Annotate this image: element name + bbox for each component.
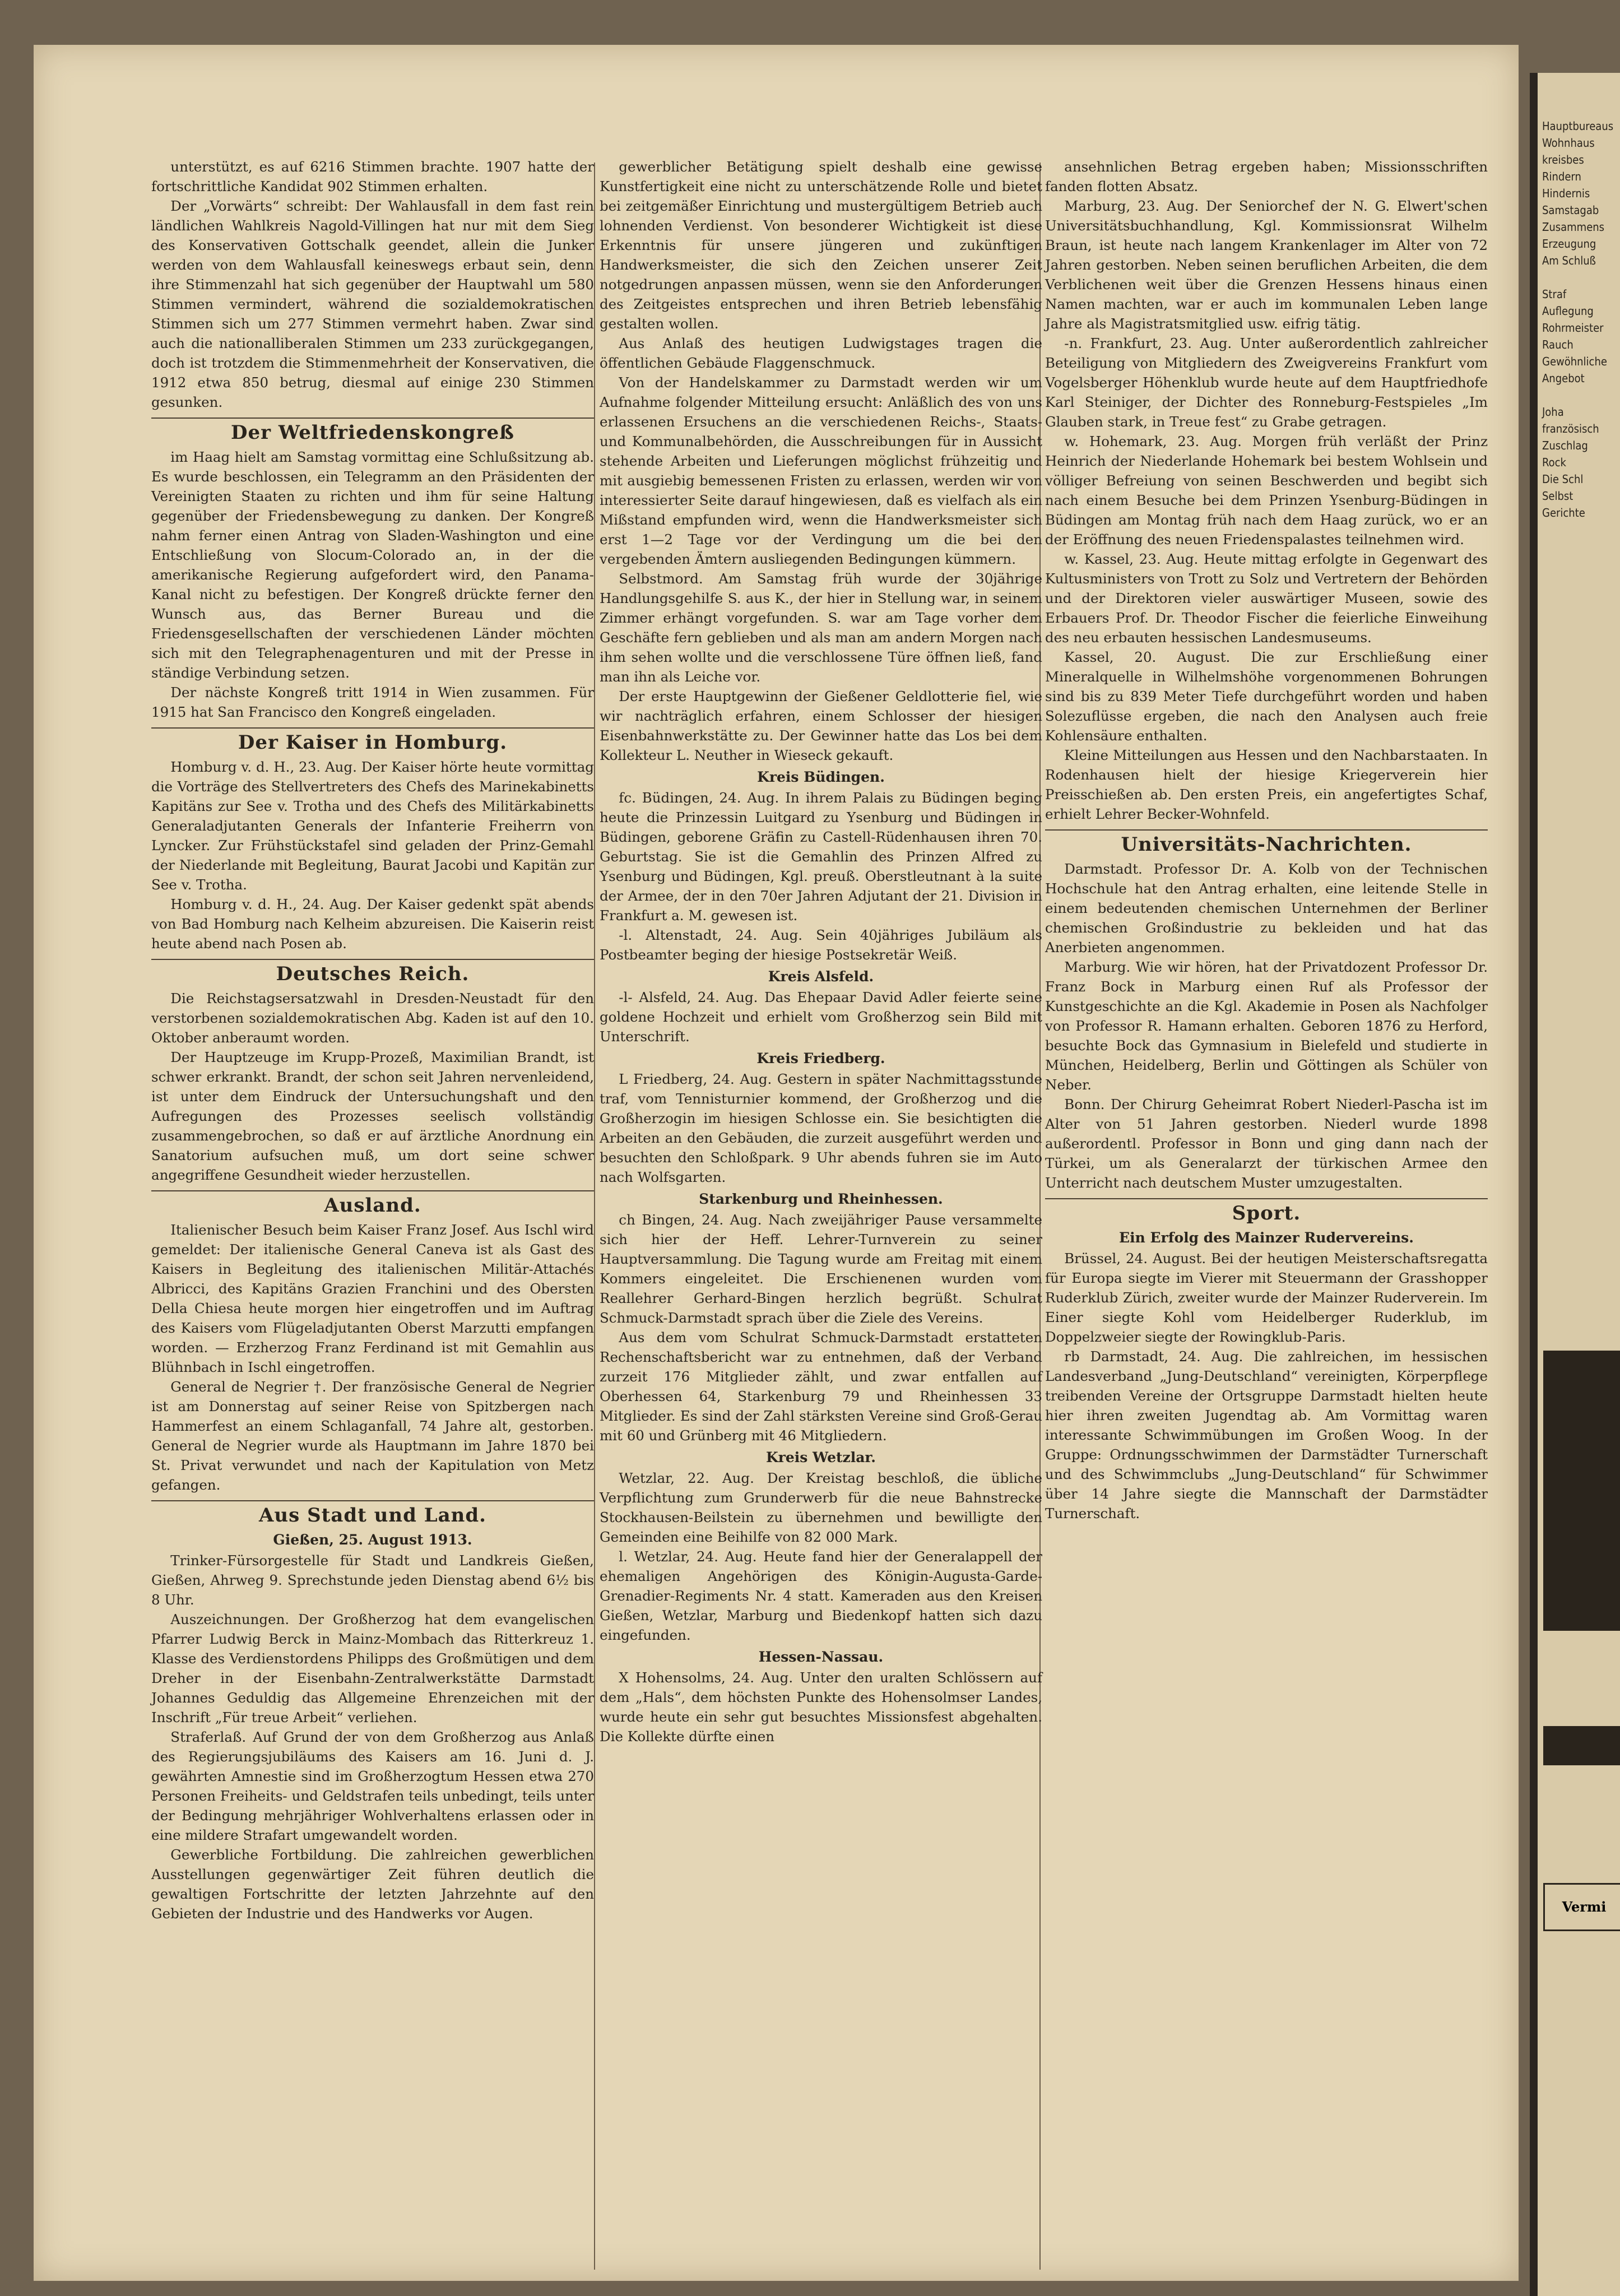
paragraph: fc. Büdingen, 24. Aug. In ihrem Palais zu Büdingen beging heute die Prinzessin Luitgard zu Ysenburg und Büdingen in Büdingen, geborene Gräfin zu Castell-Rüdenhausen ihren 70. Geburtstag. Sie ist die Gemahlin des Prinzen Alfred zu Ysenburg und Büdingen, Kgl. preuß. Oberstleutnant à la suite der Armee, der in den 70er Jahren Adjutant der 21. Division in Frankfurt a. M. gewesen ist. bbox=[600, 790, 1042, 924]
paragraph: Der „Vorwärts“ schreibt: Der Wahlausfall in dem fast rein ländlichen Wahlkreis Nagold-Villingen hat nur mit dem Sieg des Konservativen Gottschalk geendet, allein die Junker werden von dem Wahlausfall keineswegs erbaut sein, denn ihre Stimmenzahl hat sich gegenüber der Hauptwahl um 580 Stimmen vermindert, während die sozialdemokratischen Stimmen sich um 277 Stimmen vermehrt haben. Zwar sind auch die nationalliberalen Stimmen um 233 zurückgegangen, doch ist trotzdem die Stimmenmehrheit der Konservativen, die 1912 etwa 850 betrug, diesmal auf einige 230 Stimmen gesunken. bbox=[151, 198, 594, 410]
paragraph: Marburg. Wie wir hören, hat der Privatdozent Professor Dr. Franz Bock in Marburg einen Ruf als Professor der Kunstgeschichte an die Kgl. Akademie in Posen als Nachfolger von Professor R. Hamann erhalten. Geboren 1876 zu Herford, besuchte Bock das Gymnasium in Bielefeld und studierte in München, Heidelberg, Berlin und Göttingen als Schüler von Neber. bbox=[1045, 959, 1488, 1093]
paragraph: Auszeichnungen. Der Großherzog hat dem evangelischen Pfarrer Ludwig Berck in Mainz-Mombach das Ritterkreuz 1. Klasse des Verdienstordens Philipps des Großmütigen und dem Dreher in der Eisenbahn-Zentralwerkstätte Darmstadt Johannes Geduldig das Allgemeine Ehrenzeichen mit der Inschrift „Für treue Arbeit“ verliehen. bbox=[151, 1611, 594, 1726]
paragraph: w. Hohemark, 23. Aug. Morgen früh verläßt der Prinz Heinrich der Niederlande Hohemark bei bestem Wohlsein und völliger Befreiung von seinen Beschwerden und begibt sich nach einem Besuche bei dem Prinzen Ysenburg-Büdingen in Büdingen am Montag früh nach dem Haag zurück, wo er an der Eröffnung des neuen Friedenspalastes teilnehmen wird. bbox=[1045, 433, 1488, 548]
edge-line: Am Schluß bbox=[1542, 254, 1596, 267]
edge-line: Erzeugung bbox=[1542, 237, 1596, 251]
paragraph: X Hohensolms, 24. Aug. Unter den uralten Schlössern auf dem „Hals“, dem höchsten Punkte des Hohensolmser Landes, wurde heute ein sehr gut besuchtes Missionsfest abgehalten. Die Kollekte dürfte einen bbox=[600, 1669, 1042, 1745]
edge-line: Samstagab bbox=[1542, 203, 1599, 217]
edge-line: Rindern bbox=[1542, 170, 1581, 183]
edge-line: Joha bbox=[1542, 405, 1564, 419]
heading-ausland: Ausland. bbox=[151, 1190, 594, 1216]
paragraph: Italienischer Besuch beim Kaiser Franz Josef. Aus Ischl wird gemeldet: Der italienische General Caneva ist als Gast des Kaisers in Begleitung des italienischen Militär-Attachés Albricci, des Kapitäns Grazien Franchini und des Obersten Della Chiesa heute morgen hier eingetroffen und im Auftrag des Kaisers vom Flügeladjutanten Oberst Marzutti empfangen worden. — Erzherzog Franz Ferdinand ist mit Gemahlin aus Blühnbach in Ischl eingetroffen. bbox=[151, 1222, 594, 1375]
paragraph: Marburg, 23. Aug. Der Seniorchef der N. G. Elwert'schen Universitätsbuchhandlung, Kgl. Kommissionsrat Wilhelm Braun, ist heute nach langem Krankenlager im Alter von 72 Jahren gestorben. Neben seinen beruflichen Arbeiten, die dem Verblichenen weit über die Grenzen Hessens hinaus einen Namen machten, war er auch im kommunalen Leben lange Jahre als Magistratsmitglied usw. eifrig tätig. bbox=[1045, 198, 1488, 332]
heading-kreis-buedingen: Kreis Büdingen. bbox=[757, 769, 885, 785]
edge-text bbox=[1538, 73, 1620, 521]
heading-stadt-und-land: Aus Stadt und Land. bbox=[151, 1500, 594, 1525]
paragraph: Trinker-Fürsorgestelle für Stadt und Landkreis Gießen, Gießen, Ahrweg 9. Sprechstunde jeden Dienstag abend 6½ bis 8 Uhr. bbox=[151, 1552, 594, 1608]
paragraph: Kassel, 20. August. Die zur Erschließung einer Mineralquelle in Wilhelmshöhe vorgenommenen Bohrungen sind bis zu 839 Meter Tiefe durchgeführt worden und haben Solezuflüsse ergeben, die nach den Analysen auch freie Kohlensäure enthalten. bbox=[1045, 649, 1488, 744]
edge-line: Gerichte bbox=[1542, 506, 1585, 520]
column-rule bbox=[594, 163, 595, 2270]
paragraph: ansehnlichen Betrag ergeben haben; Missionsschriften fanden flotten Absatz. bbox=[1045, 159, 1488, 194]
edge-line: Rauch bbox=[1542, 338, 1573, 351]
heading-kreis-alsfeld: Kreis Alsfeld. bbox=[768, 968, 874, 985]
paragraph: Homburg v. d. H., 23. Aug. Der Kaiser hörte heute vormittag die Vorträge des Stellvertreters des Chefs des Marinekabinetts Kapitäns zur See v. Trotha und des Chefs des Militärkabinetts Generaladjutanten Generals der Infanterie Freiherrn von Lyncker. Zur Frühstückstafel sind geladen der Prinz-Gemahl der Niederlande mit Begleitung, Baurat Jacobi und Kapitän zur See v. Trotha. bbox=[151, 759, 594, 893]
edge-line: französisch bbox=[1542, 422, 1599, 435]
paragraph: w. Kassel, 23. Aug. Heute mittag erfolgte in Gegenwart des Kultusministers von Trott zu Solz und Vertretern der Behörden und der Direktoren vieler auswärtiger Museen, sowie des Erbauers Prof. Dr. Theodor Fischer die feierliche Einweihung des neu erbauten hessischen Landesmuseums. bbox=[1045, 551, 1488, 646]
ad-box: Vermi bbox=[1543, 1883, 1620, 1931]
paragraph: Von der Handelskammer zu Darmstadt werden wir um Aufnahme folgender Mitteilung ersucht: Anläßlich des von uns erlassenen Ersuchens an die verschiedenen Reichs-, Staats- und Kommunalbehörden, die Ausschreibungen für in Aussicht stehende Arbeiten und Lieferungen möglichst frühzeitig und mit ausgiebig bemessenen Fristen zu erlassen, werden wir von interessierter Seite darauf hingewiesen, daß es vielfach als ein Mißstand empfunden wird, wenn die Handwerksmeister sich erst 1—2 Tage vor der Verdingung um die bei den vergebenden Ämtern ausliegenden Bedingungen kümmern. bbox=[600, 374, 1042, 567]
dateline: Gießen, 25. August 1913. bbox=[273, 1532, 472, 1548]
paragraph: ch Bingen, 24. Aug. Nach zweijähriger Pause versammelte sich hier der Heff. Lehrer-Turnverein zu seiner Hauptversammlung. Die Tagung wurde am Freitag mit einem Kommers eingeleitet. Die Erschienenen wurden vom Reallehrer Gerhard-Bingen herzlich begrüßt. Schulrat Schmuck-Darmstadt sprach über die Ziele des Vereins. bbox=[600, 1212, 1042, 1326]
heading-hessen-nassau: Hessen-Nassau. bbox=[758, 1649, 884, 1665]
paragraph: -l. Altenstadt, 24. Aug. Sein 40jähriges Jubiläum als Postbeamter beging der hiesige Postsekretär Weiß. bbox=[600, 927, 1042, 963]
heading-sport: Sport. bbox=[1045, 1198, 1488, 1223]
paragraph: General de Negrier †. Der französische General de Negrier ist am Donnerstag auf seiner Reise von Spitzbergen nach Hammerfest an einem Schlaganfall, 74 Jahre alt, gestorben. General de Negrier wurde als Hauptmann im Jahre 1870 bei St. Privat verwundet und nach der Kapitulation von Metz gefangen. bbox=[151, 1379, 594, 1493]
paragraph: Aus Anlaß des heutigen Ludwigstages tragen die öffentlichen Gebäude Flaggenschmuck. bbox=[600, 335, 1042, 371]
paragraph: unterstützt, es auf 6216 Stimmen brachte. 1907 hatte der fortschrittliche Kandidat 902 Stimmen erhalten. bbox=[151, 159, 594, 194]
paragraph: Wetzlar, 22. Aug. Der Kreistag beschloß, die übliche Verpflichtung zum Grunderwerb für die neue Bahnstrecke Stockhausen-Beilstein zu übernehmen und bewilligte den Gemeinden eine Beihilfe von 82 000 Mark. bbox=[600, 1470, 1042, 1545]
edge-line: Rohrmeister bbox=[1542, 321, 1604, 335]
edge-line: Gewöhnliche bbox=[1542, 355, 1607, 368]
edge-line: Zusammens bbox=[1542, 220, 1605, 234]
newspaper-page bbox=[34, 45, 1519, 2281]
edge-line: Selbst bbox=[1542, 489, 1573, 503]
paragraph: l. Wetzlar, 24. Aug. Heute fand hier der Generalappell der ehemaligen Angehörigen des Königin-Augusta-Garde-Grenadier-Regiments Nr. 4 statt. Kameraden aus den Kreisen Gießen, Wetzlar, Marburg und Biedenkopf hatten sich dazu eingefunden. bbox=[600, 1548, 1042, 1643]
edge-line: Straf bbox=[1542, 287, 1567, 301]
paragraph: Der Hauptzeuge im Krupp-Prozeß, Maximilian Brandt, ist schwer erkrankt. Brandt, der schon seit Jahren nervenleidend, ist unter dem Eindruck der Untersuchungshaft und den Aufregungen des Prozesses seelisch vollständig zusammengebrochen, so daß er auf ärztliche Anordnung ein Sanatorium aufsuchen muß, um dort seine schwer angegriffene Gesundheit wieder herzustellen. bbox=[151, 1049, 594, 1183]
edge-line: Hindernis bbox=[1542, 187, 1590, 200]
edge-line: Wohnhaus bbox=[1542, 136, 1595, 150]
column-1 bbox=[151, 157, 594, 1923]
paragraph: Straferlaß. Auf Grund der von dem Großherzog aus Anlaß des Regierungsjubiläums des Kaisers am 16. Juni d. J. gewährten Amnestie sind im Großherzogtum Hessen etwa 270 Personen Freiheits- und Geldstrafen teils unbedingt, teils unter der Bedingung mehrjähriger Wohlverhaltens erlassen oder in eine mildere Strafart umgewandelt worden. bbox=[151, 1729, 594, 1843]
paragraph: gewerblicher Betätigung spielt deshalb eine gewisse Kunstfertigkeit eine nicht zu unterschätzende Rolle und bietet bei zeitgemäßer Einrichtung und mustergültigem Betrieb auch lohnenden Verdienst. Von besonderer Wichtigkeit ist diese Erkenntnis für unsere jüngeren und zukünftigen Handwerksmeister, die sich den Zeichen unserer Zeit notgedrungen anpassen müssen, wenn sie den Anforderungen des Zeitgeistes entsprechen und ihren Betrieb lebensfähig gestalten wollen. bbox=[600, 159, 1042, 332]
heading-deutsches-reich: Deutsches Reich. bbox=[151, 959, 594, 984]
ad-black-bar bbox=[1543, 1726, 1620, 1765]
paragraph: L Friedberg, 24. Aug. Gestern in später Nachmittagsstunde traf, vom Tennisturnier kommend, der Großherzog und die Großherzogin im hiesigen Schlosse ein. Sie besichtigten die Arbeiten an den Gebäuden, die zurzeit ausgeführt werden und besuchten den Schloßpark. 9 Uhr abends fuhren sie im Auto nach Wolfsgarten. bbox=[600, 1071, 1042, 1185]
paragraph: Aus dem vom Schulrat Schmuck-Darmstadt erstatteten Rechenschaftsbericht war zu entnehmen, daß der Verband zurzeit 176 Mitglieder zählt, und zwar entfallen auf Oberhessen 64, Starkenburg 79 und Rheinhessen 33 Mitglieder. Es sind der Zahl stärksten Vereine sind Groß-Gerau mit 60 und Grünberg mit 46 Mitgliedern. bbox=[600, 1329, 1042, 1444]
adjacent-page-edge bbox=[1530, 73, 1620, 2296]
paragraph: -l- Alsfeld, 24. Aug. Das Ehepaar David Adler feierte seine goldene Hochzeit und erhielt vom Großherzog sein Bild mit Unterschrift. bbox=[600, 989, 1042, 1045]
edge-line: Hauptbureaus bbox=[1542, 119, 1614, 133]
paragraph: -n. Frankfurt, 23. Aug. Unter außerordentlich zahlreicher Beteiligung von Mitgliedern des Zweigvereins Frankfurt vom Vogelsberger Höhenklub wurde heute auf dem Hauptfriedhofe Karl Steiniger, der Dichter des Ronneburg-Festspieles „Im Glauben stark, in Treue fest“ zu Grabe getragen. bbox=[1045, 335, 1488, 430]
subheading: Ein Erfolg des Mainzer Rudervereins. bbox=[1119, 1230, 1414, 1246]
paragraph: Der erste Hauptgewinn der Gießener Geldlotterie fiel, wie wir nachträglich erfahren, einem Schlosser der hiesigen Eisenbahnwerkstätte zu. Der Gewinner hatte das Los bei dem Kollekteur L. Neuther in Wieseck gekauft. bbox=[600, 688, 1042, 763]
paragraph: Gewerbliche Fortbildung. Die zahlreichen gewerblichen Ausstellungen gegenwärtiger Zeit führen deutlich die gewaltigen Fortschritte der letzten Jahrzehnte auf den Gebieten der Industrie und des Handwerks vor Augen. bbox=[151, 1847, 594, 1922]
heading-universitaets-nachrichten: Universitäts-Nachrichten. bbox=[1045, 829, 1488, 855]
paragraph: Kleine Mitteilungen aus Hessen und den Nachbarstaaten. In Rodenhausen hielt der hiesige Kriegerverein hier Preisschießen ab. Den ersten Preis, ein angefertigtes Schaf, erhielt Lehrer Becker-Wohnfeld. bbox=[1045, 747, 1488, 822]
edge-line: Angebot bbox=[1542, 372, 1585, 385]
paragraph: Darmstadt. Professor Dr. A. Kolb von der Technischen Hochschule hat den Antrag erhalten, eine leitende Stelle in einem bedeutenden chemischen Unternehmen der Berliner chemischen Großindustrie zu bekleiden und hat das Anerbieten angenommen. bbox=[1045, 861, 1488, 955]
heading-weltfriedenskongress: Der Weltfriedenskongreß bbox=[151, 418, 594, 443]
heading-kreis-wetzlar: Kreis Wetzlar. bbox=[765, 1449, 876, 1465]
paragraph: Die Reichstagsersatzwahl in Dresden-Neustadt für den verstorbenen sozialdemokratischen Abg. Kaden ist auf den 10. Oktober anberaumt worden. bbox=[151, 990, 594, 1046]
column-2 bbox=[600, 157, 1042, 1746]
paragraph: Homburg v. d. H., 24. Aug. Der Kaiser gedenkt spät abends von Bad Homburg nach Kelheim abzureisen. Die Kaiserin reist heute abend nach Posen ab. bbox=[151, 896, 594, 952]
heading-starkenburg: Starkenburg und Rheinhessen. bbox=[699, 1191, 943, 1207]
edge-line: Rock bbox=[1542, 456, 1566, 469]
edge-line: Zuschlag bbox=[1542, 439, 1588, 452]
paragraph: Bonn. Der Chirurg Geheimrat Robert Niederl-Pascha ist im Alter von 51 Jahren gestorben. Niederl wurde 1898 außerordentl. Professor in Bonn und ging dann nach der Türkei, um als Generalarzt der türkischen Armee den Unterricht nach deutschem Muster umzugestalten. bbox=[1045, 1096, 1488, 1191]
edge-line: Auflegung bbox=[1542, 304, 1594, 318]
edge-line: Die Schl bbox=[1542, 472, 1584, 486]
paragraph: Selbstmord. Am Samstag früh wurde der 30jährige Handlungsgehilfe S. aus K., der hier in Stellung war, in seinem Zimmer erhängt vorgefunden. S. war am Tage vorher dem Geschäfte fern geblieben und als man am andern Morgen nach ihm sehen wollte und die verschlossene Türe öffnen ließ, fand man ihn als Leiche vor. bbox=[600, 570, 1042, 685]
heading-kreis-friedberg: Kreis Friedberg. bbox=[756, 1050, 885, 1066]
edge-line: kreisbes bbox=[1542, 153, 1584, 166]
column-3 bbox=[1045, 157, 1488, 1523]
ad-black-block bbox=[1543, 1351, 1620, 1631]
heading-kaiser: Der Kaiser in Homburg. bbox=[151, 727, 594, 753]
paragraph: im Haag hielt am Samstag vormittag eine Schlußsitzung ab. Es wurde beschlossen, ein Telegramm an den Präsidenten der Vereinigten Staaten zu richten und ihm für seine Haltung gegenüber der Friedensbewegung zu danken. Der Kongreß nahm ferner einen Antrag von Sladen-Washington und eine Entschließung von Slocum-Colorado an, in der die amerikanische Regierung aufgefordert wird, den Panama-Kanal nicht zu befestigen. Der Kongreß drückte ferner den Wunsch aus, das Berner Bureau und die Friedensgesellschaften der verschiedenen Länder möchten sich mit den Telegraphenagenturen und mit der Presse in ständige Verbindung setzen. bbox=[151, 449, 594, 681]
paragraph: rb Darmstadt, 24. Aug. Die zahlreichen, im hessischen Landesverband „Jung-Deutschland“ vereinigten, Körperpflege treibenden Vereine der Ortsgruppe Darmstadt hielten heute hier ihren zweiten Jugendtag ab. Am Vormittag waren interessante Schwimmübungen im Großen Woog. In der Gruppe: Ordnungsschwimmen der Darmstädter Turnerschaft und des Schwimmclubs „Jung-Deutschland“ für Schwimmer über 14 Jahre siegte die Mannschaft der Darmstädter Turnerschaft. bbox=[1045, 1348, 1488, 1522]
paragraph: Der nächste Kongreß tritt 1914 in Wien zusammen. Für 1915 hat San Francisco den Kongreß eingeladen. bbox=[151, 684, 594, 720]
paragraph: Brüssel, 24. August. Bei der heutigen Meisterschaftsregatta für Europa siegte im Vierer mit Steuermann der Grasshopper Ruderklub Zürich, zweiter wurde der Mainzer Ruderverein. Im Einer siegte Kohl vom Heidelberger Ruderklub, im Doppelzweier siegte der Rowingklub-Paris. bbox=[1045, 1250, 1488, 1345]
